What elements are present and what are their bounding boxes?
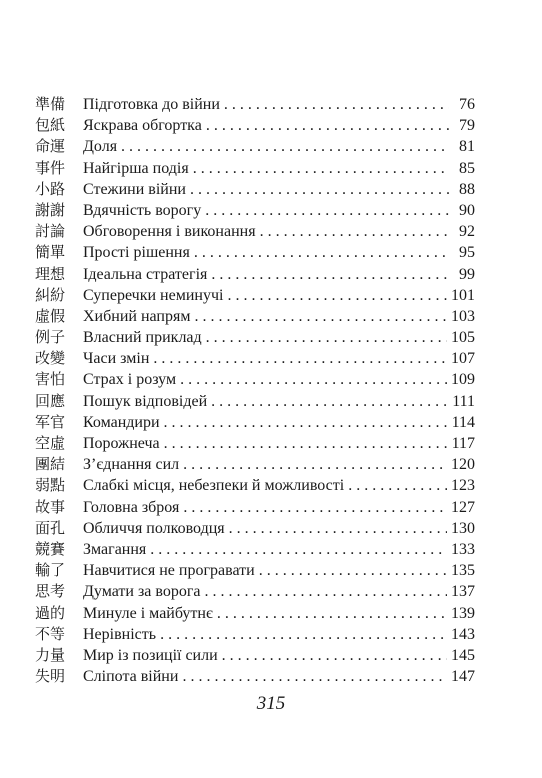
toc-page-number: 85 [459, 159, 475, 177]
toc-kanji: 改變 [35, 349, 66, 368]
toc-row [35, 433, 475, 454]
toc-page-number: 139 [451, 604, 475, 622]
leader-dots [227, 285, 447, 306]
leader-dots [205, 200, 449, 221]
toc-page-number: 105 [451, 329, 475, 347]
toc-page-number: 99 [459, 265, 475, 283]
toc-entry [83, 115, 475, 136]
toc-row [35, 115, 475, 136]
toc-title: Вдячність ворогу [83, 201, 202, 219]
toc-kanji: 空虛 [35, 434, 66, 452]
toc-page-number: 147 [451, 668, 475, 686]
toc-title: Командири [83, 413, 160, 431]
toc-row [35, 560, 475, 581]
leader-dots [121, 136, 449, 157]
leader-dots [150, 539, 447, 560]
toc-row [35, 327, 475, 348]
toc-page-number: 107 [451, 350, 475, 368]
toc-kanji: 準備 [35, 95, 66, 113]
toc-title: Хибний напрям [83, 307, 191, 325]
toc-entry [83, 518, 475, 539]
toc-kanji: 理想 [35, 264, 66, 283]
leader-dots [259, 560, 447, 581]
toc-title: Доля [83, 138, 118, 156]
toc-title: Стежини війни [83, 180, 186, 198]
leader-dots [224, 94, 449, 115]
toc-row [35, 391, 475, 412]
toc-entry [83, 497, 475, 518]
toc-entry [83, 433, 475, 454]
toc-kanji: 思考 [35, 582, 66, 601]
toc-title: Думати за ворога [83, 583, 201, 601]
toc-title: Змагання [83, 540, 147, 558]
leader-dots [160, 624, 447, 645]
leader-dots [164, 433, 448, 454]
toc-kanji: 簡單 [35, 243, 66, 262]
toc-entry [83, 285, 475, 306]
toc-kanji: 競賽 [35, 539, 66, 558]
toc-row [35, 285, 475, 306]
toc-entry [83, 179, 475, 200]
toc-entry [83, 666, 475, 687]
toc-kanji: 命運 [35, 137, 66, 156]
toc-title: Пошук відповідей [83, 392, 208, 410]
leader-dots [183, 454, 447, 475]
toc-kanji: 團結 [35, 455, 66, 474]
toc-row [35, 242, 475, 263]
toc-kanji: 回應 [35, 391, 66, 410]
toc-title: Прості рішення [83, 244, 190, 262]
toc-page-number: 114 [451, 413, 475, 431]
toc-row [35, 518, 475, 539]
toc-title: Суперечки неминучі [83, 286, 224, 304]
toc-kanji: 害怕 [35, 370, 66, 389]
toc-row [35, 94, 475, 115]
toc-page-number: 123 [451, 477, 475, 495]
toc-row [35, 475, 475, 496]
toc-page-number: 120 [451, 456, 475, 474]
toc-kanji: 過的 [35, 603, 66, 622]
toc-row [35, 666, 475, 687]
toc-row [35, 412, 475, 433]
toc-title: Головна зброя [83, 498, 180, 516]
table-of-contents [35, 94, 475, 687]
toc-page-number: 130 [451, 519, 475, 537]
leader-dots [153, 348, 447, 369]
toc-entry [83, 242, 475, 263]
leader-dots [217, 603, 447, 624]
toc-title: Порожнеча [83, 435, 160, 452]
toc-row [35, 603, 475, 624]
toc-title: З’єднання сил [83, 456, 180, 474]
toc-entry [83, 306, 475, 327]
toc-entry [83, 327, 475, 348]
toc-row [35, 645, 475, 666]
leader-dots [211, 391, 448, 412]
toc-entry [83, 539, 475, 560]
toc-title: Обговорення і виконання [83, 223, 256, 241]
toc-page-number: 76 [459, 96, 475, 113]
toc-title: Сліпота війни [83, 668, 179, 686]
toc-entry [83, 581, 475, 602]
toc-row [35, 221, 475, 242]
toc-row [35, 624, 475, 645]
toc-kanji: 故事 [35, 497, 66, 516]
toc-title: Найгірша подія [83, 159, 189, 177]
toc-row [35, 581, 475, 602]
toc-page-number: 133 [451, 540, 475, 558]
toc-title: Ідеальна стратегія [83, 265, 208, 283]
toc-entry [83, 454, 475, 475]
toc-entry [83, 391, 475, 412]
toc-page-number: 137 [451, 583, 475, 601]
toc-page-number: 109 [451, 371, 475, 389]
toc-kanji: 面孔 [35, 518, 66, 537]
leader-dots [348, 475, 447, 496]
toc-entry [83, 603, 475, 624]
toc-entry [83, 624, 475, 645]
toc-entry [83, 136, 475, 157]
toc-kanji: 謝謝 [35, 200, 66, 219]
toc-title: Мир із позиції сили [83, 646, 218, 664]
page-number-footer: 315 [256, 693, 286, 714]
toc-entry [83, 645, 475, 666]
toc-kanji: 討論 [35, 222, 66, 241]
toc-kanji: 例子 [35, 328, 66, 347]
toc-kanji: 弱點 [35, 476, 66, 495]
toc-kanji: 不等 [35, 624, 66, 643]
toc-row [35, 264, 475, 285]
toc-kanji: 军官 [35, 412, 66, 431]
toc-entry [83, 158, 475, 179]
toc-title: Підготовка до війни [83, 96, 220, 113]
leader-dots [164, 412, 448, 433]
toc-row [35, 200, 475, 221]
toc-kanji: 力量 [35, 645, 66, 664]
toc-kanji: 事件 [35, 158, 66, 177]
toc-page-number: 90 [459, 201, 475, 219]
toc-page-number: 135 [451, 562, 475, 580]
leader-dots [260, 221, 449, 242]
toc-kanji: 虛假 [35, 306, 66, 325]
toc-entry [83, 369, 475, 390]
toc-row [35, 497, 475, 518]
toc-page-number: 101 [451, 286, 475, 304]
toc-page-number: 95 [459, 244, 475, 262]
toc-entry [83, 221, 475, 242]
leader-dots [222, 645, 447, 666]
leader-dots [206, 115, 449, 136]
leader-dots [180, 369, 447, 390]
toc-title: Навчитися не програвати [83, 562, 255, 580]
toc-row [35, 158, 475, 179]
toc-kanji: 失明 [35, 667, 66, 686]
toc-row [35, 539, 475, 560]
toc-page-number: 111 [452, 392, 475, 410]
leader-dots [190, 179, 449, 200]
leader-dots [229, 518, 447, 539]
toc-page-number: 103 [451, 307, 475, 325]
toc-row [35, 136, 475, 157]
toc-page-number: 79 [459, 117, 475, 135]
toc-page-number: 127 [451, 498, 475, 516]
toc-row [35, 454, 475, 475]
toc-row [35, 348, 475, 369]
toc-kanji: 小路 [35, 179, 66, 198]
leader-dots [194, 242, 449, 263]
toc-kanji: 糾紛 [35, 285, 66, 304]
toc-entry [83, 264, 475, 285]
toc-title: Минуле і майбутнє [83, 604, 213, 622]
toc-page-number: 117 [451, 435, 475, 452]
toc-page-number: 143 [451, 625, 475, 643]
toc-entry [83, 94, 475, 115]
toc-title: Слабкі місця, небезпеки й можливості [83, 477, 345, 495]
toc-title: Страх і розум [83, 371, 177, 389]
toc-page-number: 92 [459, 223, 475, 241]
toc-row [35, 306, 475, 327]
toc-page-number: 81 [459, 138, 475, 156]
toc-title: Часи змін [83, 350, 150, 368]
leader-dots [206, 327, 447, 348]
toc-title: Нерівність [83, 625, 157, 643]
toc-entry [83, 348, 475, 369]
toc-row [35, 369, 475, 390]
toc-title: Обличчя полководця [83, 519, 225, 537]
leader-dots [182, 666, 447, 687]
toc-entry [83, 475, 475, 496]
toc-kanji: 輸了 [35, 561, 66, 580]
leader-dots [183, 497, 447, 518]
leader-dots [194, 306, 447, 327]
leader-dots [205, 581, 448, 602]
toc-title: Власний приклад [83, 329, 202, 347]
toc-entry [83, 560, 475, 581]
toc-title: Яскрава обгортка [83, 117, 202, 135]
toc-page-number: 145 [451, 646, 475, 664]
leader-dots [193, 158, 449, 179]
leader-dots [211, 264, 449, 285]
toc-entry [83, 200, 475, 221]
toc-page-number: 88 [459, 180, 475, 198]
toc-row [35, 179, 475, 200]
toc-entry [83, 412, 475, 433]
toc-kanji: 包紙 [35, 116, 66, 135]
